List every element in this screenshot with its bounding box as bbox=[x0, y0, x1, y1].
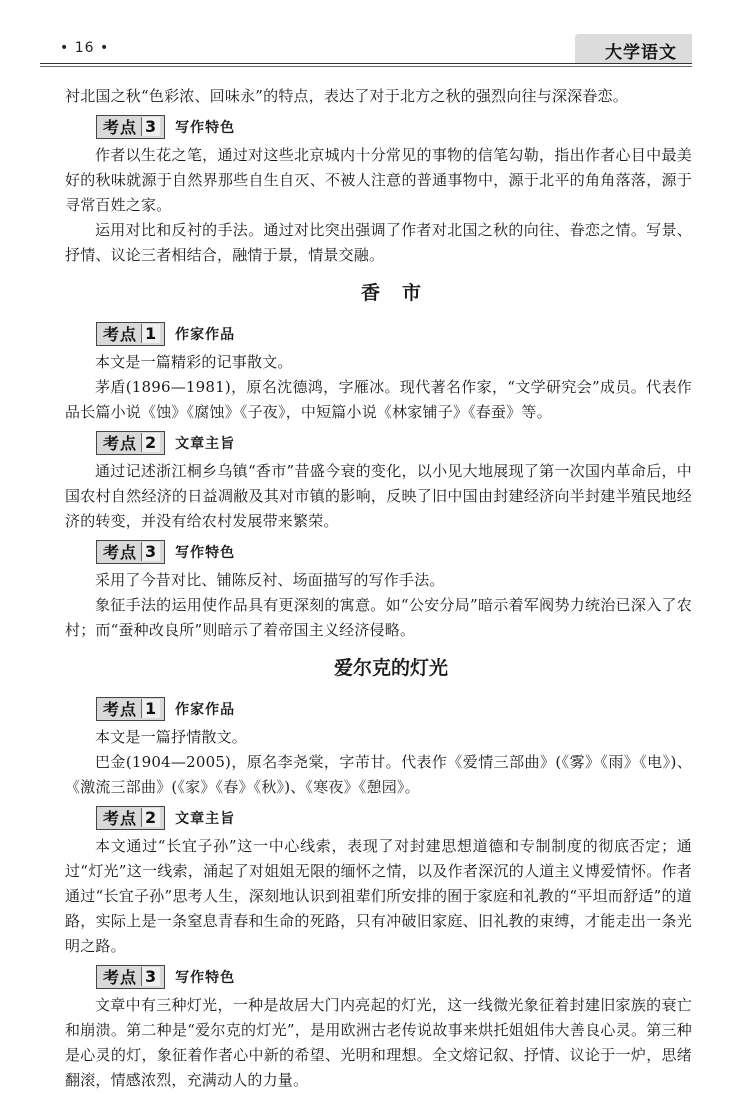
kaodian-number: 3 bbox=[141, 967, 160, 986]
kaodian-heading-2 bbox=[96, 804, 692, 831]
header-rule bbox=[40, 63, 692, 64]
paragraph: 通过记述浙江桐乡乌镇“香市”昔盛今衰的变化，以小见大地展现了第一次国内革命后，中国农村自然经济的日益凋敝及其对市镇的影响，反映了旧中国由封建经济向半封建半殖民地经济的转变，并没有给农村发展带来繁荣。 bbox=[65, 462, 692, 530]
kaodian-label: 文章主旨 bbox=[175, 435, 236, 452]
page-number: • 16 • bbox=[60, 40, 110, 56]
kaodian-number: 1 bbox=[141, 324, 160, 343]
page-content bbox=[65, 84, 692, 1093]
section-title-xiangshi: 香市 bbox=[360, 282, 443, 304]
paragraph: 本文通过“长宜子孙”这一中心线索，表现了对封建思想道德和专制制度的彻底否定；通过“灯光”这一线索，涌起了对姐姐无限的缅怀之情，以及作者深沉的人道主义博爱情怀。作者通过“长宜子孙”思考人生，深刻地认识到祖辈们所安排的囿于家庭和礼教的“平坦而舒适”的道路，实际上是一条窒息青春和生命的死路，只有冲破旧家庭、旧礼教的束缚，才能走出一条光明之路。 bbox=[65, 837, 692, 955]
section-title-aierke: 爱尔克的灯光 bbox=[333, 657, 448, 679]
kaodian-word: 考点 bbox=[103, 325, 138, 344]
paragraph: 运用对比和反衬的手法。通过对比突出强调了作者对北国之秋的向往、眷恋之情。写景、抒情、议论三者相结合，融情于景，情景交融。 bbox=[65, 221, 692, 264]
kaodian-number: 2 bbox=[141, 808, 160, 827]
kaodian-word: 考点 bbox=[103, 118, 138, 137]
kaodian-badge bbox=[96, 431, 165, 455]
kaodian-word: 考点 bbox=[103, 700, 138, 719]
kaodian-label: 写作特色 bbox=[175, 119, 236, 136]
kaodian-label: 作家作品 bbox=[175, 701, 236, 718]
paragraph: 巴金(1904—2005)，原名李尧棠，字芾甘。代表作《爱情三部曲》(《雾》《雨》《电》)、《激流三部曲》(《家》《春》《秋》)、《寒夜》《憩园》。 bbox=[65, 753, 692, 796]
kaodian-label: 作家作品 bbox=[175, 326, 236, 343]
paragraph: 本文是一篇精彩的记事散文。 bbox=[95, 353, 293, 371]
kaodian-badge bbox=[96, 115, 165, 139]
kaodian-label: 写作特色 bbox=[175, 544, 236, 561]
kaodian-heading-3 bbox=[96, 538, 692, 565]
kaodian-number: 3 bbox=[141, 117, 160, 136]
kaodian-heading-3 bbox=[96, 113, 692, 140]
kaodian-label: 文章主旨 bbox=[175, 810, 236, 827]
kaodian-number: 3 bbox=[141, 542, 160, 561]
kaodian-badge bbox=[96, 806, 165, 830]
paragraph: 本文是一篇抒情散文。 bbox=[95, 728, 248, 746]
paragraph: 象征手法的运用使作品具有更深刻的寓意。如“公安分局”暗示着军阀势力统治已深入了农村；而“蚕种改良所”则暗示了着帝国主义经济侵略。 bbox=[65, 596, 692, 639]
kaodian-number: 2 bbox=[141, 433, 160, 452]
kaodian-badge bbox=[96, 322, 165, 346]
kaodian-word: 考点 bbox=[103, 434, 138, 453]
kaodian-word: 考点 bbox=[103, 543, 138, 562]
kaodian-word: 考点 bbox=[103, 809, 138, 828]
page-header bbox=[0, 34, 733, 68]
kaodian-word: 考点 bbox=[103, 968, 138, 987]
paragraph: 衬北国之秋“色彩浓、回味永”的特点，表达了对于北方之秋的强烈向往与深深眷恋。 bbox=[65, 87, 628, 105]
header-rule-thin bbox=[40, 66, 692, 67]
kaodian-number: 1 bbox=[141, 699, 160, 718]
kaodian-heading-1 bbox=[96, 695, 692, 722]
kaodian-badge bbox=[96, 540, 165, 564]
kaodian-heading-3 bbox=[96, 963, 692, 990]
paragraph: 作者以生花之笔，通过对这些北京城内十分常见的事物的信笔勾勒，指出作者心目中最美好的秋味就源于自然界那些自生自灭、不被人注意的普通事物中，源于北平的角角落落，源于寻常百姓之家。 bbox=[65, 146, 692, 214]
book-title: 大学语文 bbox=[605, 43, 677, 63]
paragraph: 文章中有三种灯光，一种是故居大门内亮起的灯光，这一线微光象征着封建旧家族的衰亡和崩溃。第二种是“爱尔克的灯光”，是用欧洲古老传说故事来烘托姐姐伟大善良心灵。第三种是心灵的灯，象征着作者心中新的希望、光明和理想。全文熔记叙、抒情、议论于一炉，思绪翻滚，情感浓烈，充满动人的力量。 bbox=[65, 996, 692, 1089]
paragraph: 茅盾(1896—1981)，原名沈德鸿，字雁冰。现代著名作家，“文学研究会”成员。代表作品长篇小说《蚀》《腐蚀》《子夜》，中短篇小说《林家铺子》《春蚕》等。 bbox=[65, 378, 692, 421]
kaodian-label: 写作特色 bbox=[175, 969, 236, 986]
paragraph: 采用了今昔对比、铺陈反衬、场面描写的写作手法。 bbox=[95, 571, 445, 589]
kaodian-heading-1 bbox=[96, 320, 692, 347]
kaodian-badge bbox=[96, 697, 165, 721]
kaodian-heading-2 bbox=[96, 429, 692, 456]
kaodian-badge bbox=[96, 965, 165, 989]
